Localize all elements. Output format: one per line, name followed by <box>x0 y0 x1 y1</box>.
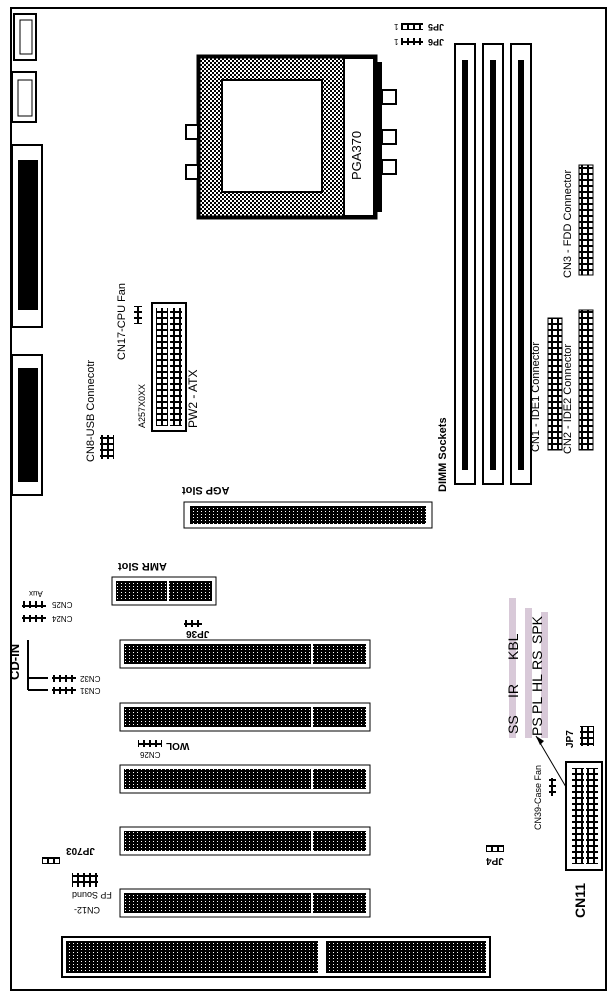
amr-slot-label: AMR Slot <box>118 560 167 572</box>
rs-label: RS <box>529 650 545 670</box>
cn39-case-fan-header <box>549 778 556 796</box>
cn32-header <box>52 675 76 682</box>
fdd-connector-cn3 <box>579 165 593 275</box>
cn17-cpu-fan-header <box>134 306 142 324</box>
cn3-fdd-connector-label: CN3 - FDD Connector <box>562 169 574 278</box>
cn24-label: CN24 <box>52 614 73 623</box>
ss-label: SS <box>505 715 521 734</box>
jp4-jumper <box>486 845 504 852</box>
ide2-connector-cn2 <box>579 310 593 450</box>
pga370-label: PGA370 <box>349 130 364 180</box>
hl-label: HL <box>529 674 545 692</box>
cn26-wol-header <box>138 740 162 747</box>
pw2-atx-power-connector <box>152 303 186 431</box>
cn12-label: CN12- <box>74 905 101 915</box>
jp703-jumper <box>42 857 60 864</box>
cn25-aux-header <box>22 601 46 608</box>
pci-slot-4 <box>120 827 370 855</box>
jp6-jumper <box>401 38 423 45</box>
jp5-jumper <box>401 23 423 30</box>
dimm-sockets-label: DIMM Sockets <box>437 417 449 492</box>
amr-slot <box>112 577 216 605</box>
pci-slot-3 <box>120 765 370 793</box>
jp36-label: JP36 <box>186 628 210 639</box>
cn24-header <box>22 615 46 622</box>
jp7-label: JP7 <box>565 730 576 748</box>
pl-label: PL <box>529 696 545 714</box>
ide1-connector-cn1 <box>548 318 562 450</box>
ps-label: PS <box>529 717 545 736</box>
jp6-pin1-label: 1 <box>394 37 399 46</box>
cd-in-label: CD-IN <box>7 643 22 680</box>
pci-slot-5 <box>120 889 370 917</box>
cpu-socket-pga370 <box>186 56 396 218</box>
jp6-label: JP6 <box>428 37 445 47</box>
cn26-label: CN26 <box>140 750 161 759</box>
kbl-label: KBL <box>505 633 521 660</box>
aux-label: Aux <box>29 589 43 598</box>
cn39-case-fan-label: CN39-Case Fan <box>533 764 543 830</box>
cn25-label: CN25 <box>52 600 73 609</box>
jp4-label: JP4 <box>486 855 504 866</box>
pci-slot-1 <box>120 640 370 668</box>
jp5-pin1-label: 1 <box>394 22 399 31</box>
cn31-label: CN31 <box>80 686 101 695</box>
isa-slot <box>62 937 490 977</box>
cn17-cpu-fan-label: CN17-CPU Fan <box>116 282 128 360</box>
pci-slot-2 <box>120 703 370 731</box>
cn8-usb-connector-label: CN8-USB Connecotr <box>85 359 97 462</box>
jp36-jumper <box>184 620 202 627</box>
cn8-usb-connector <box>100 435 114 459</box>
pw2-atx-label: PW2 - ATX <box>186 369 200 428</box>
cn11-front-panel-header <box>566 762 602 870</box>
cn11-label: CN11 <box>572 882 588 918</box>
jp5-label: JP5 <box>428 22 445 32</box>
cn12-fp-sound-header <box>72 873 98 887</box>
dimm-sockets <box>455 44 531 484</box>
ir-label: IR <box>505 684 521 698</box>
agp-slot <box>184 502 432 528</box>
cn1-ide1-connector-label: CN1 - IDE1 Connector <box>530 341 542 452</box>
cn31-header <box>52 687 76 694</box>
rear-io-connectors <box>12 14 42 495</box>
cn32-label: CN32 <box>80 674 101 683</box>
a257-label: A257X0XX <box>137 383 147 428</box>
fp-sound-label: FP Sound <box>72 890 112 900</box>
agp-slot-label: AGP Slot <box>182 484 230 496</box>
cn2-ide2-connector-label: CN2 - IDE2 Connector <box>562 343 574 454</box>
spk-label: SPK <box>529 615 545 644</box>
io-block-top <box>14 14 36 60</box>
jp7-jumper <box>580 726 594 746</box>
wol-label: WOL <box>166 740 190 751</box>
jp703-label: JP703 <box>66 845 95 856</box>
cd-in-bracket <box>28 640 48 690</box>
